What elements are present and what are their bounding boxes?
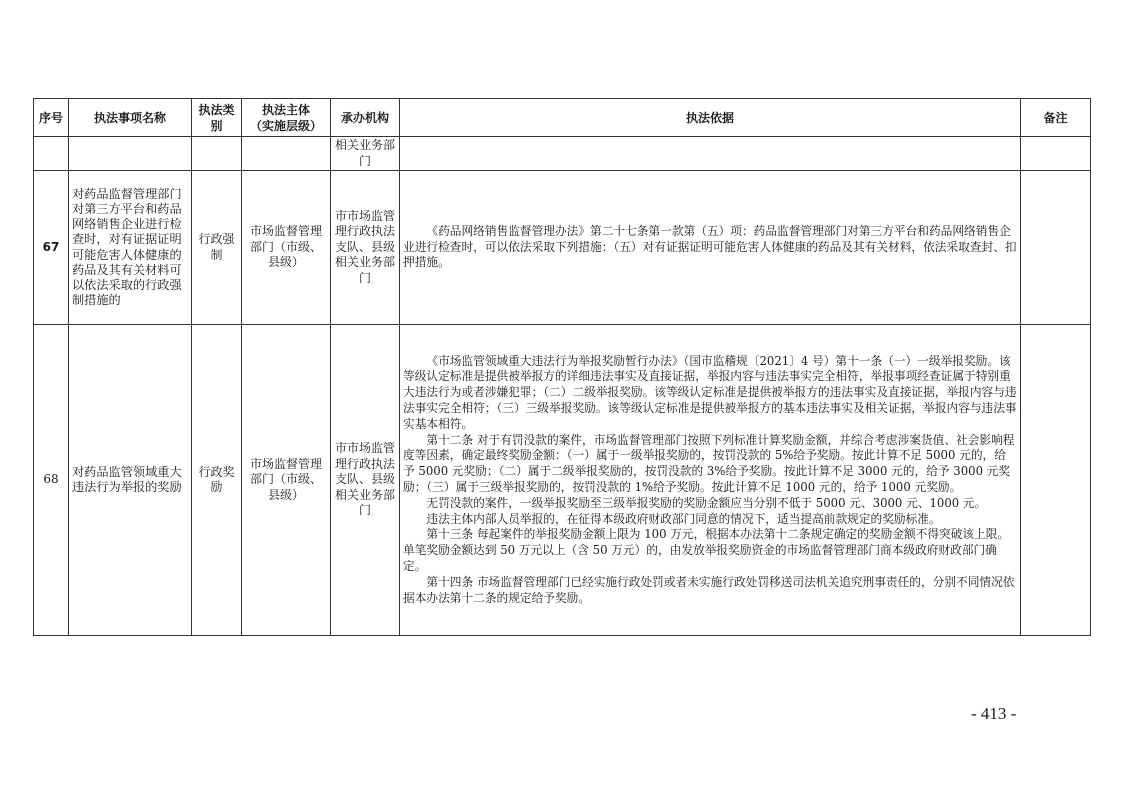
header-seq: 序号	[34, 99, 69, 137]
cell-subject: 市场监督管理部门（市级、县级）	[242, 171, 331, 325]
basis-paragraph: 第十二条 对于有罚没款的案件，市场监督管理部门按照下列标准计算奖励金额，并综合考虑涉案货值、社会影响程度等因素，确定最终奖励金额：（一）属于一级举报奖励的，按罚没款的 5%给予奖励。按此计算不足 5000 元的，给予 5000 元奖励；（二）属于二级举报奖励的，按罚没款的 3%给予奖励。按此计算不足 3000 元的，给予 3000 元奖励；（三）属于三级举报奖励的，按罚没款的 1%给予奖励。按此计算不足 1000 元的，给予 1000 元奖励。	[403, 432, 1015, 494]
cell-org: 市市场监管理行政执法支队、县级相关业务部门	[331, 171, 400, 325]
table-row-continuation	[34, 137, 1091, 171]
cell-note	[1021, 325, 1091, 636]
cell-seq: 68	[34, 325, 69, 636]
cell-subject	[242, 137, 331, 171]
header-org: 承办机构	[331, 99, 400, 137]
table-row	[34, 325, 1091, 636]
cell-basis	[400, 171, 1021, 325]
basis-paragraph: 无罚没款的案件，一级举报奖励至三级举报奖励的奖励金额应当分别不低于 5000 元、3000 元、1000 元。	[426, 495, 987, 510]
header-note: 备注	[1021, 99, 1091, 137]
header-subject-line2: （实施层级）	[249, 118, 322, 133]
cell-category	[192, 137, 242, 171]
basis-paragraph: 《药品网络销售监督管理办法》第二十七条第一款第（五）项：药品监督管理部门对第三方平台和药品网络销售企业进行检查时，可以依法采取下列措施：（五）对有证据证明可能危害人体健康的药品及其有关材料，依法采取查封、扣押措施。	[403, 223, 1017, 270]
cell-name: 对药品监督管理部门对第三方平台和药品网络销售企业进行检查时，对有证据证明可能危害人体健康的药品及其有关材料可以依法采取的行政强制措施的	[69, 171, 192, 325]
table-row	[34, 171, 1091, 325]
cell-note	[1021, 137, 1091, 171]
cell-seq: 67	[34, 171, 69, 325]
header-basis: 执法依据	[400, 99, 1021, 137]
page-number: - 413 -	[971, 704, 1017, 723]
cell-org: 市市场监管理行政执法支队、县级相关业务部门	[331, 325, 400, 636]
cell-seq	[34, 137, 69, 171]
cell-note	[1021, 171, 1091, 325]
basis-paragraph: 违法主体内部人员举报的，在征得本级政府财政部门同意的情况下，适当提高前款规定的奖励标准。	[426, 511, 941, 526]
enforcement-items-table	[33, 98, 1091, 636]
cell-basis	[400, 137, 1021, 171]
cell-subject: 市场监督管理部门（市级、县级）	[242, 325, 331, 636]
cell-category: 行政奖励	[192, 325, 242, 636]
cell-basis	[400, 325, 1021, 636]
header-name: 执法事项名称	[69, 99, 192, 137]
basis-paragraph: 第十四条 市场监督管理部门已经实施行政处罚或者未实施行政处罚移送司法机关追究刑事责任的，分别不同情况依据本办法第十二条的规定给予奖励。	[403, 574, 1015, 605]
basis-paragraph: 第十三条 每起案件的举报奖励金额上限为 100 万元，根据本办法第十二条规定确定的奖励金额不得突破该上限。单笔奖励金额达到 50 万元以上（含 50 万元）的，由发放举报奖励资金的市场监督管理部门商本级政府财政部门确定。	[403, 527, 1010, 573]
header-category: 执法类别	[192, 99, 242, 137]
cell-name	[69, 137, 192, 171]
header-subject-line1: 执法主体	[261, 102, 310, 117]
basis-paragraph: 《市场监管领域重大违法行为举报奖励暂行办法》（国市监稽规〔2021〕4 号）第十一条（一）一级举报奖励。该等级认定标准是提供被举报方的详细违法事实及直接证据，举报内容与违法事实完全相符，举报事项经查证属于特别重大违法行为或者涉嫌犯罪；（二）二级举报奖励。该等级认定标准是提供被举报方的违法事实及直接证据，举报内容与违法事实完全相符；（三）三级举报奖励。该等级认定标准是提供被举报方的基本违法事实及相关证据，举报内容与违法事实基本相符。	[403, 353, 1017, 431]
cell-name: 对药品监管领域重大违法行为举报的奖励	[69, 325, 192, 636]
header-subject	[242, 99, 331, 137]
cell-org: 相关业务部门	[331, 137, 400, 171]
cell-category: 行政强制	[192, 171, 242, 325]
table-header-row	[34, 99, 1091, 137]
